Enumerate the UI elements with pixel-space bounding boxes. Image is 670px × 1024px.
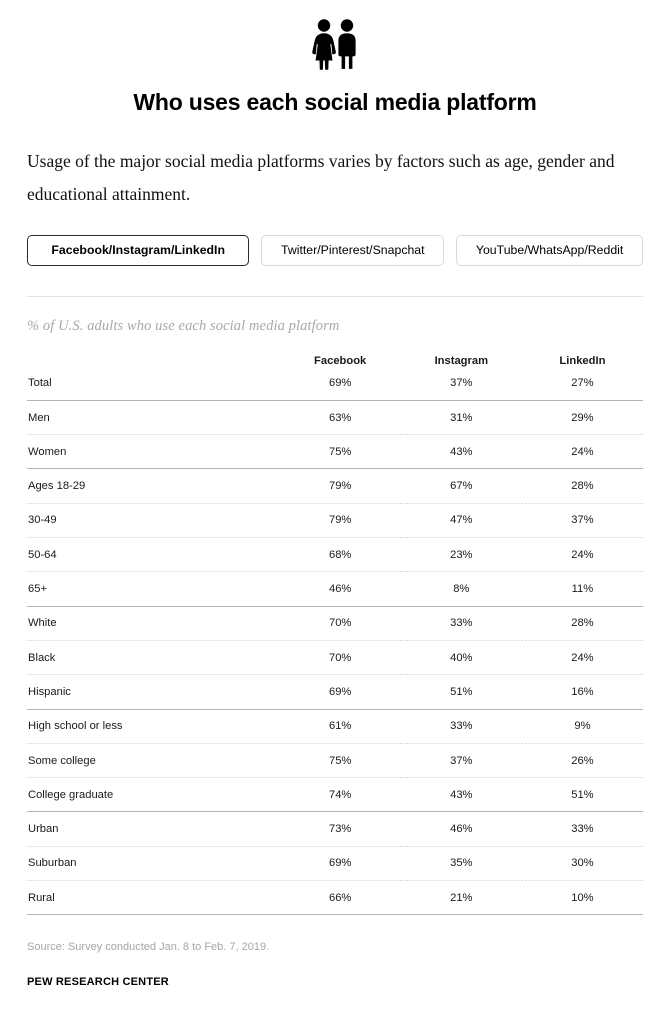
- cell-facebook: 69%: [280, 367, 401, 401]
- cell-facebook: 69%: [280, 846, 401, 880]
- cell-facebook: 70%: [280, 640, 401, 674]
- cell-linkedin: 28%: [522, 606, 643, 640]
- cell-linkedin: 24%: [522, 640, 643, 674]
- people-pair-icon: [307, 18, 363, 70]
- table-row: [27, 606, 643, 640]
- table-subtitle: % of U.S. adults who use each social media platform: [27, 317, 340, 334]
- row-label: Ages 18-29: [27, 469, 280, 503]
- table-row: [27, 846, 643, 880]
- cell-facebook: 75%: [280, 743, 401, 777]
- table-row: [27, 572, 643, 606]
- cell-instagram: 46%: [401, 812, 522, 846]
- column-header-linkedin: LinkedIn: [559, 354, 606, 367]
- row-label: High school or less: [27, 709, 280, 743]
- table-header-row: [27, 355, 643, 367]
- usage-table: [27, 355, 643, 916]
- cell-instagram: 43%: [401, 778, 522, 812]
- cell-instagram: 43%: [401, 435, 522, 469]
- cell-linkedin: 27%: [522, 367, 643, 401]
- cell-linkedin: 29%: [522, 400, 643, 434]
- cell-linkedin: 9%: [522, 709, 643, 743]
- cell-instagram: 21%: [401, 881, 522, 915]
- table-body: [27, 367, 643, 915]
- table-row: [27, 709, 643, 743]
- cell-instagram: 8%: [401, 572, 522, 606]
- table-head: [27, 355, 643, 367]
- cell-linkedin: 16%: [522, 675, 643, 709]
- cell-linkedin: 24%: [522, 538, 643, 572]
- header-icon-container: [27, 0, 643, 70]
- table-row: [27, 469, 643, 503]
- tab-facebook-instagram-linkedin[interactable]: Facebook/Instagram/LinkedIn: [27, 235, 249, 266]
- cell-facebook: 66%: [280, 881, 401, 915]
- cell-facebook: 69%: [280, 675, 401, 709]
- row-label: 50-64: [27, 538, 280, 572]
- table-row: [27, 743, 643, 777]
- cell-instagram: 37%: [401, 367, 522, 401]
- row-label: White: [27, 606, 280, 640]
- row-label: Urban: [27, 812, 280, 846]
- table-row: [27, 367, 643, 401]
- tab-youtube-whatsapp-reddit[interactable]: YouTube/WhatsApp/Reddit: [456, 235, 643, 266]
- page-description: Usage of the major social media platforms varies by factors such as age, gender and educational attainment.: [27, 150, 615, 204]
- cell-instagram: 51%: [401, 675, 522, 709]
- cell-linkedin: 10%: [522, 881, 643, 915]
- row-label: Women: [27, 435, 280, 469]
- cell-instagram: 35%: [401, 846, 522, 880]
- row-label: Rural: [27, 881, 280, 915]
- column-header-instagram: Instagram: [434, 354, 489, 367]
- cell-instagram: 23%: [401, 538, 522, 572]
- cell-linkedin: 28%: [522, 469, 643, 503]
- brand-label: PEW RESEARCH CENTER: [27, 976, 169, 989]
- cell-instagram: 40%: [401, 640, 522, 674]
- cell-instagram: 31%: [401, 400, 522, 434]
- table-row: [27, 640, 643, 674]
- row-label: Men: [27, 400, 280, 434]
- cell-linkedin: 30%: [522, 846, 643, 880]
- cell-instagram: 67%: [401, 469, 522, 503]
- cell-facebook: 63%: [280, 400, 401, 434]
- column-header-label: [27, 355, 280, 367]
- cell-linkedin: 24%: [522, 435, 643, 469]
- table-row: [27, 881, 643, 915]
- row-label: 30-49: [27, 503, 280, 537]
- cell-instagram: 33%: [401, 709, 522, 743]
- cell-instagram: 37%: [401, 743, 522, 777]
- cell-linkedin: 33%: [522, 812, 643, 846]
- cell-facebook: 61%: [280, 709, 401, 743]
- row-label: Total: [27, 367, 280, 401]
- table-row: [27, 675, 643, 709]
- table-row: [27, 435, 643, 469]
- cell-facebook: 79%: [280, 503, 401, 537]
- cell-linkedin: 51%: [522, 778, 643, 812]
- section-divider: [27, 296, 643, 297]
- row-label: Suburban: [27, 846, 280, 880]
- cell-linkedin: 26%: [522, 743, 643, 777]
- table-row: [27, 400, 643, 434]
- cell-facebook: 79%: [280, 469, 401, 503]
- cell-facebook: 68%: [280, 538, 401, 572]
- cell-facebook: 74%: [280, 778, 401, 812]
- cell-linkedin: 11%: [522, 572, 643, 606]
- table-row: [27, 538, 643, 572]
- table-row: [27, 812, 643, 846]
- row-label: Some college: [27, 743, 280, 777]
- cell-instagram: 47%: [401, 503, 522, 537]
- cell-facebook: 73%: [280, 812, 401, 846]
- column-header-facebook: Facebook: [314, 354, 367, 367]
- cell-facebook: 70%: [280, 606, 401, 640]
- platform-tab-group: [27, 235, 643, 266]
- cell-linkedin: 37%: [522, 503, 643, 537]
- page-title: Who uses each social media platform: [133, 89, 537, 115]
- row-label: 65+: [27, 572, 280, 606]
- table-row: [27, 778, 643, 812]
- row-label: Black: [27, 640, 280, 674]
- tab-twitter-pinterest-snapchat[interactable]: Twitter/Pinterest/Snapchat: [261, 235, 444, 266]
- row-label: Hispanic: [27, 675, 280, 709]
- row-label: College graduate: [27, 778, 280, 812]
- cell-instagram: 33%: [401, 606, 522, 640]
- source-note: Source: Survey conducted Jan. 8 to Feb. 7, 2019.: [27, 941, 270, 954]
- cell-facebook: 75%: [280, 435, 401, 469]
- cell-facebook: 46%: [280, 572, 401, 606]
- table-row: [27, 503, 643, 537]
